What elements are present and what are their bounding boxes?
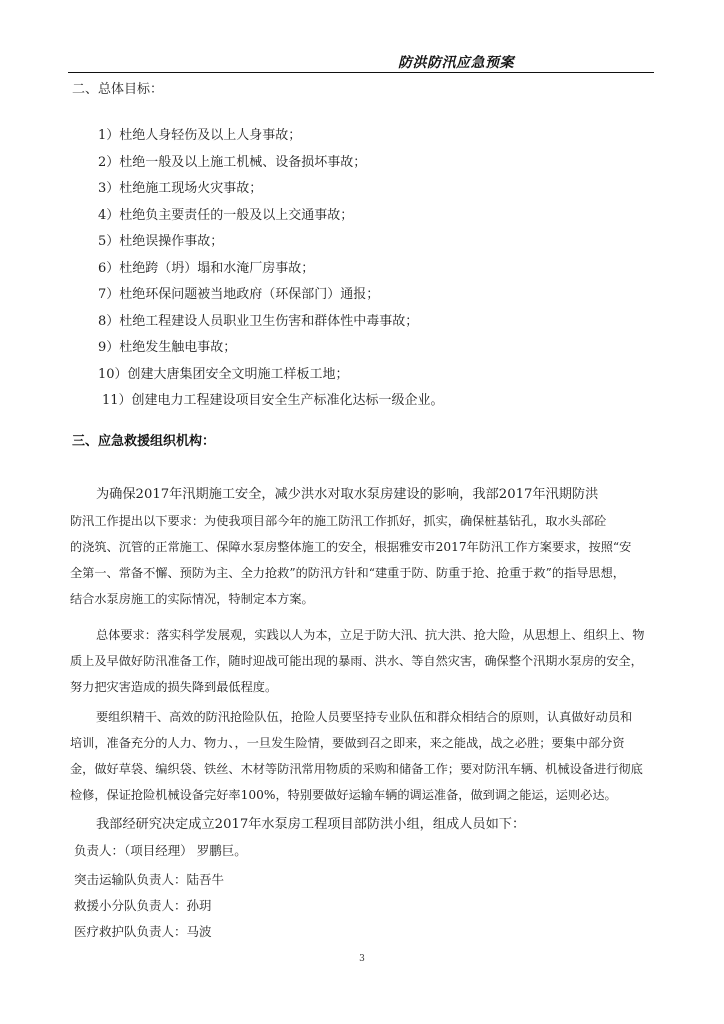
staff-item: 突击运输队负责人：陆吾牛 xyxy=(74,872,225,887)
staff-list xyxy=(74,922,212,940)
header-title: 防洪防汛应急预案 xyxy=(398,55,514,71)
staff-list xyxy=(74,841,247,859)
goal-item: 3）杜绝施工现场火灾事故； xyxy=(98,181,263,196)
goal-item: 2）杜绝一般及以上施工机械、设备损坏事故； xyxy=(98,154,367,170)
goal-item: 7）杜绝环保问题被当地政府（环保部门）通报； xyxy=(98,287,380,302)
paragraph-line: 金，做好草袋、编织袋、铁丝、木材等防汛常用物质的采购和储备工作；要对防汛车辆、机械设备进行彻底 xyxy=(70,762,643,776)
goal-item: 5）杜绝误操作事故； xyxy=(98,234,224,249)
paragraph-line: 培训，准备充分的人力、物力、，一旦发生险情，要做到召之即来，来之能战，战之必胜；要集中部分资 xyxy=(70,736,625,750)
goal-item: 1）杜绝人身轻伤及以上人身事故； xyxy=(98,128,302,143)
section-2-heading: 二、总体目标： xyxy=(72,82,164,97)
paragraph-line: 要组织精干、高效的防汛抢险队伍，抢险人员要坚持专业队伍和群众相结合的原则，认真做好动员和 xyxy=(96,710,633,724)
paragraph-line: 防汛工作提出以下要求：为使我项目部今年的施工防汛工作抓好，抓实，确保桩基钻孔，取水头部砼 xyxy=(70,514,607,528)
paragraph-line: 总体要求：落实科学发展观，实践以人为本，立足于防大汛、抗大洪、抢大险，从思想上、组织上、物 xyxy=(96,628,645,642)
staff-list xyxy=(74,870,224,888)
paragraph-line: 的浇筑、沉管的正常施工、保障水泵房整体施工的安全，根据雅安市2017年防汛工作方案要求，按照“安 xyxy=(70,540,632,554)
goal-item: 4）杜绝负主要责任的一般及以上交通事故； xyxy=(98,207,354,223)
staff-item: 负责人：（项目经理） 罗鹏巨。 xyxy=(74,843,247,858)
page-number: 3 xyxy=(359,954,365,964)
paragraph-line: 为确保2017年汛期施工安全，减少洪水对取水泵房建设的影响，我部2017年汛期防洪 xyxy=(96,487,599,502)
staff-list xyxy=(74,896,212,914)
header-rule xyxy=(68,72,654,73)
goals-list xyxy=(98,123,444,415)
paragraph-line: 努力把灾害造成的损失降到最低程度。 xyxy=(70,680,278,694)
goal-item: 11）创建电力工程建设项目安全生产标准化达标一级企业。 xyxy=(102,393,444,408)
goal-item: 9）杜绝发生触电事故； xyxy=(98,340,237,355)
paragraph-line: 全第一、常备不懈、预防为主、全力抢救”的防汛方针和“建重于防、防重于抢、抢重于救”的指导思想， xyxy=(70,566,625,580)
paragraph-requirements xyxy=(70,482,660,612)
paragraph-line: 质上及早做好防汛准备工作，随时迎战可能出现的暴雨、洪水、等自然灾害，确保整个汛期水泵房的安全， xyxy=(70,654,643,668)
paragraph-line: 结合水泵房施工的实际情况，特制定本方案。 xyxy=(70,592,314,606)
section-3-heading: 三、应急救援组织机构： xyxy=(72,434,216,449)
goal-item: 6）杜绝跨（坍）塌和水淹厂房事故； xyxy=(98,260,315,276)
staff-item: 救援小分队负责人：孙玥 xyxy=(74,898,212,913)
paragraph-line: 检修，保证抢险机械设备完好率100%，特别要做好运输车辆的调运准备，做到调之能运，运则必达。 xyxy=(70,788,617,802)
staff-item: 医疗救护队负责人：马波 xyxy=(74,924,212,939)
paragraph-overall xyxy=(70,622,660,700)
goal-item: 8）杜绝工程建设人员职业卫生伤害和群体性中毒事故； xyxy=(98,313,419,329)
paragraph-line: 我部经研究决定成立2017年水泵房工程项目部防洪小组，组成人员如下： xyxy=(96,817,526,832)
goal-item: 10）创建大唐集团安全文明施工样板工地； xyxy=(98,366,349,382)
paragraph-team xyxy=(70,704,660,808)
paragraph-decision xyxy=(70,812,660,838)
